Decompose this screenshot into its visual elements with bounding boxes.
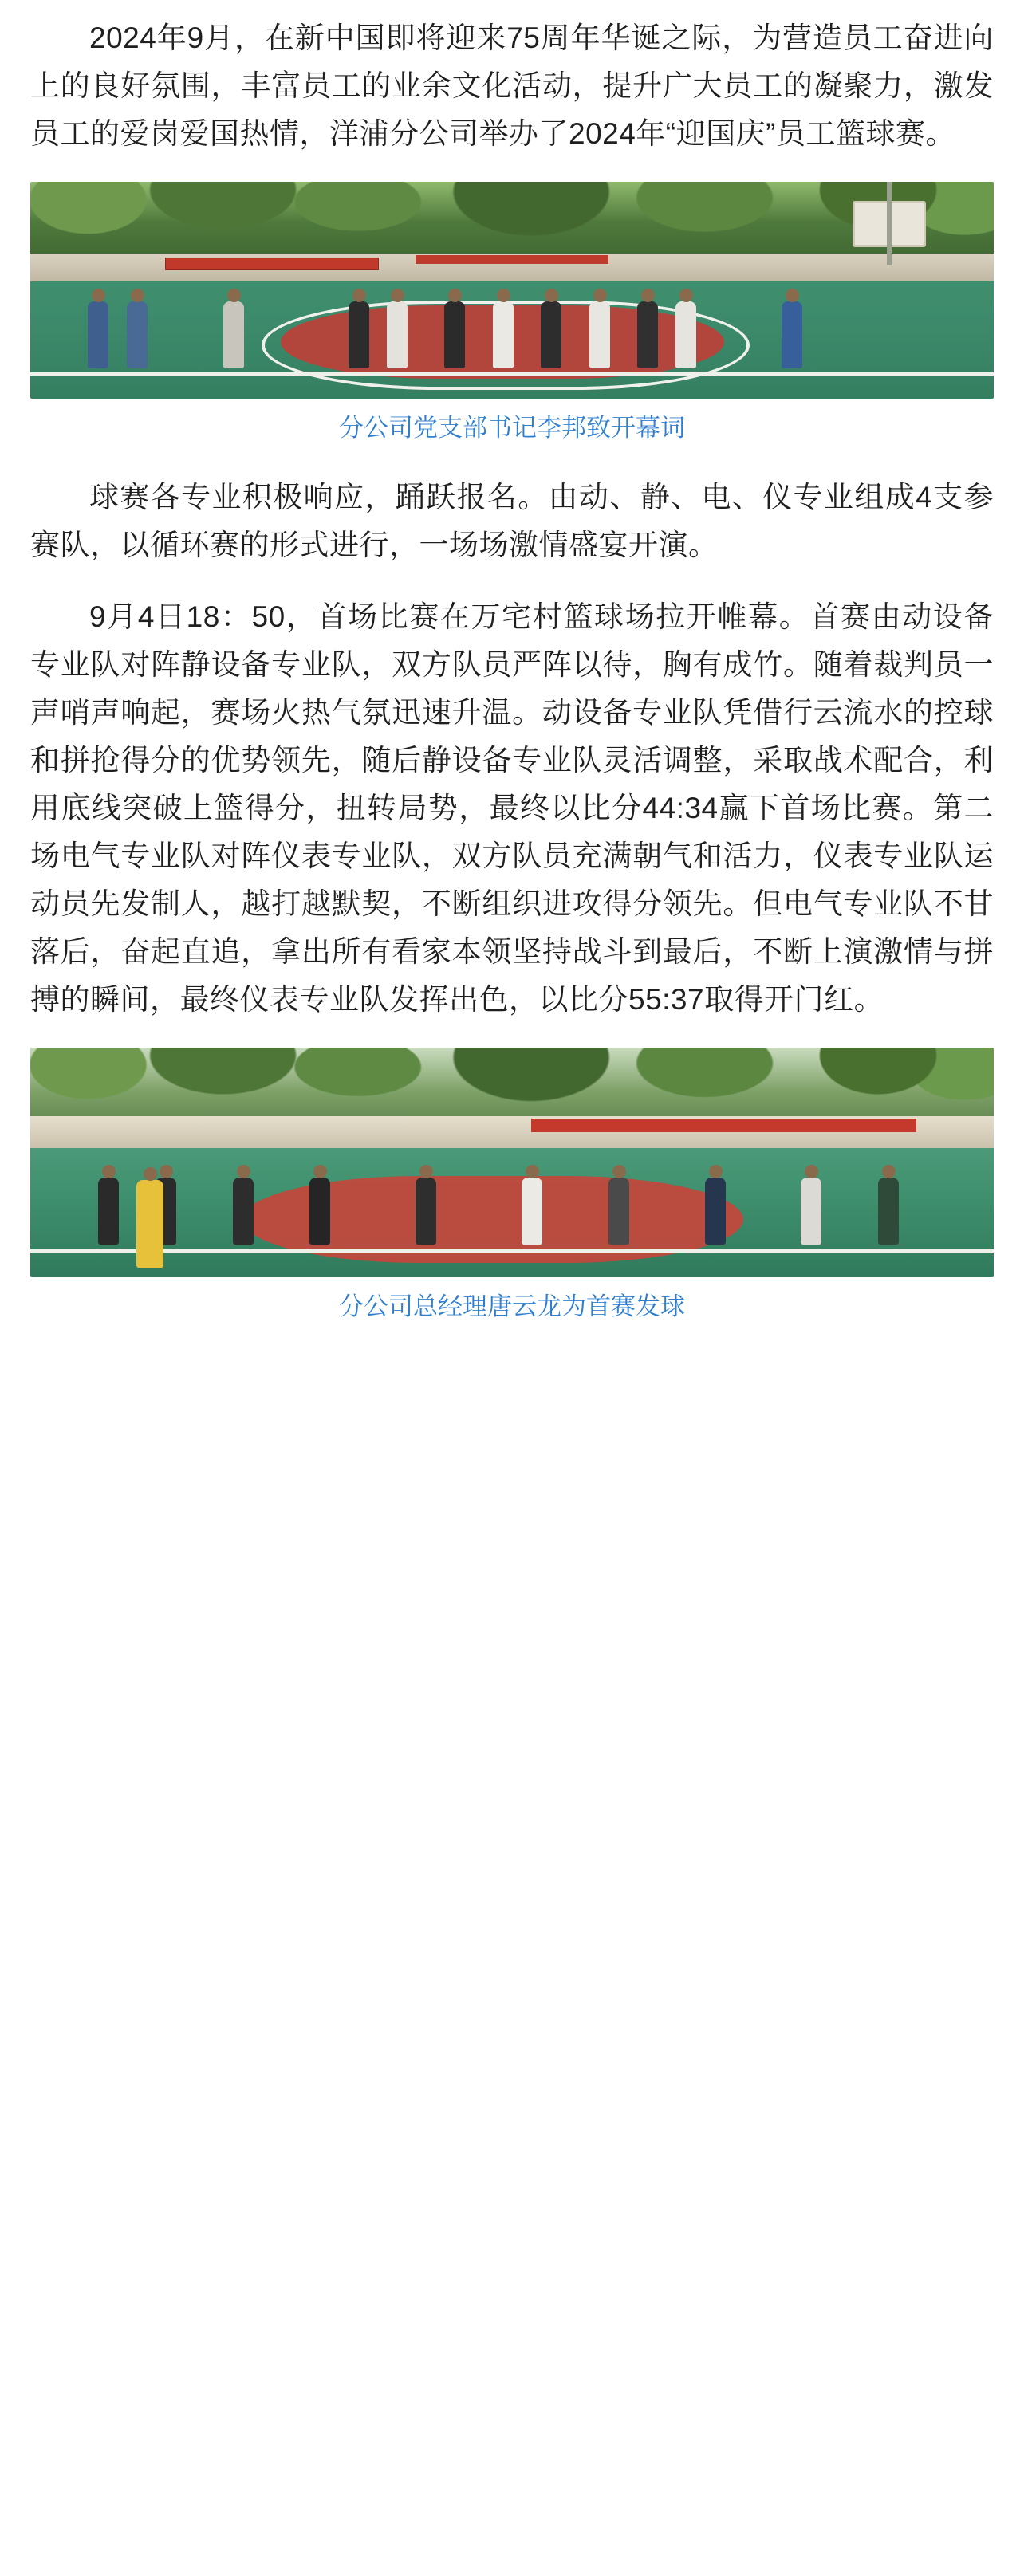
figure-caption: 分公司总经理唐云龙为首赛发球 [339,1292,685,1320]
photo-person [675,301,696,368]
photo-opening-ceremony [30,182,994,399]
photo-person [98,1178,119,1245]
photo-basketball-hoop [853,201,926,247]
photo-person [541,301,561,368]
photo-person [589,301,610,368]
photo-person [416,1178,436,1245]
photo-red-banner [165,258,379,270]
photo-person [309,1178,330,1245]
photo-person [233,1178,254,1245]
photo-person [88,301,108,368]
photo-person [127,301,148,368]
paragraph-teams: 球赛各专业积极响应，踊跃报名。由动、静、电、仪专业组成4支参赛队，以循环赛的形式进行，一场场激情盛宴开演。 [30,481,994,562]
photo-tipoff [30,1048,994,1277]
photo-person [878,1178,899,1245]
paragraph-intro: 2024年9月，在新中国即将迎来75周年华诞之际，为营造员工奋进向上的良好氛围，丰富员工的业余文化活动，提升广大员工的凝聚力，激发员工的爱岗爱国热情，洋浦分公司举办了2024年“迎国庆”员工篮球赛。 [30,22,994,150]
photo-red-banner [531,1119,916,1132]
photo-person-yellow-jersey [136,1180,163,1268]
photo-person [637,301,658,368]
photo-person [493,301,514,368]
photo-person [705,1178,726,1245]
photo-person [223,301,244,368]
photo-red-banner-2 [416,255,608,264]
photo-court-sideline [30,1249,994,1253]
figure-tipoff [30,1048,994,1326]
photo-person [444,301,465,368]
photo-person [608,1178,629,1245]
photo-person [801,1178,821,1245]
photo-person-white-jersey [522,1178,542,1245]
photo-person [349,301,369,368]
paragraph-first-match: 9月4日18：50，首场比赛在万宅村篮球场拉开帷幕。首赛由动设备专业队对阵静设备专业队，双方队员严阵以待，胸有成竹。随着裁判员一声哨声响起，赛场火热气氛迅速升温。动设备专业队凭借行云流水的控球和拼抢得分的优势领先，随后静设备专业队灵活调整，采取战术配合，利用底线突破上篮得分，扭转局势，最终以比分44:34赢下首场比赛。第二场电气专业队对阵仪表专业队，双方队员充满朝气和活力，仪表专业队运动员先发制人，越打越默契，不断组织进攻得分领先。但电气专业队不甘落后，奋起直追，拿出所有看家本领坚持战斗到最后，不断上演激情与拼搏的瞬间，最终仪表专业队发挥出色，以比分55:37取得开门红。 [30,600,994,1016]
figure-opening-ceremony [30,182,994,447]
photo-person [782,301,802,368]
figure-caption: 分公司党支部书记李邦致开幕词 [339,413,685,442]
photo-person [387,301,408,368]
photo-court-sideline [30,372,994,376]
